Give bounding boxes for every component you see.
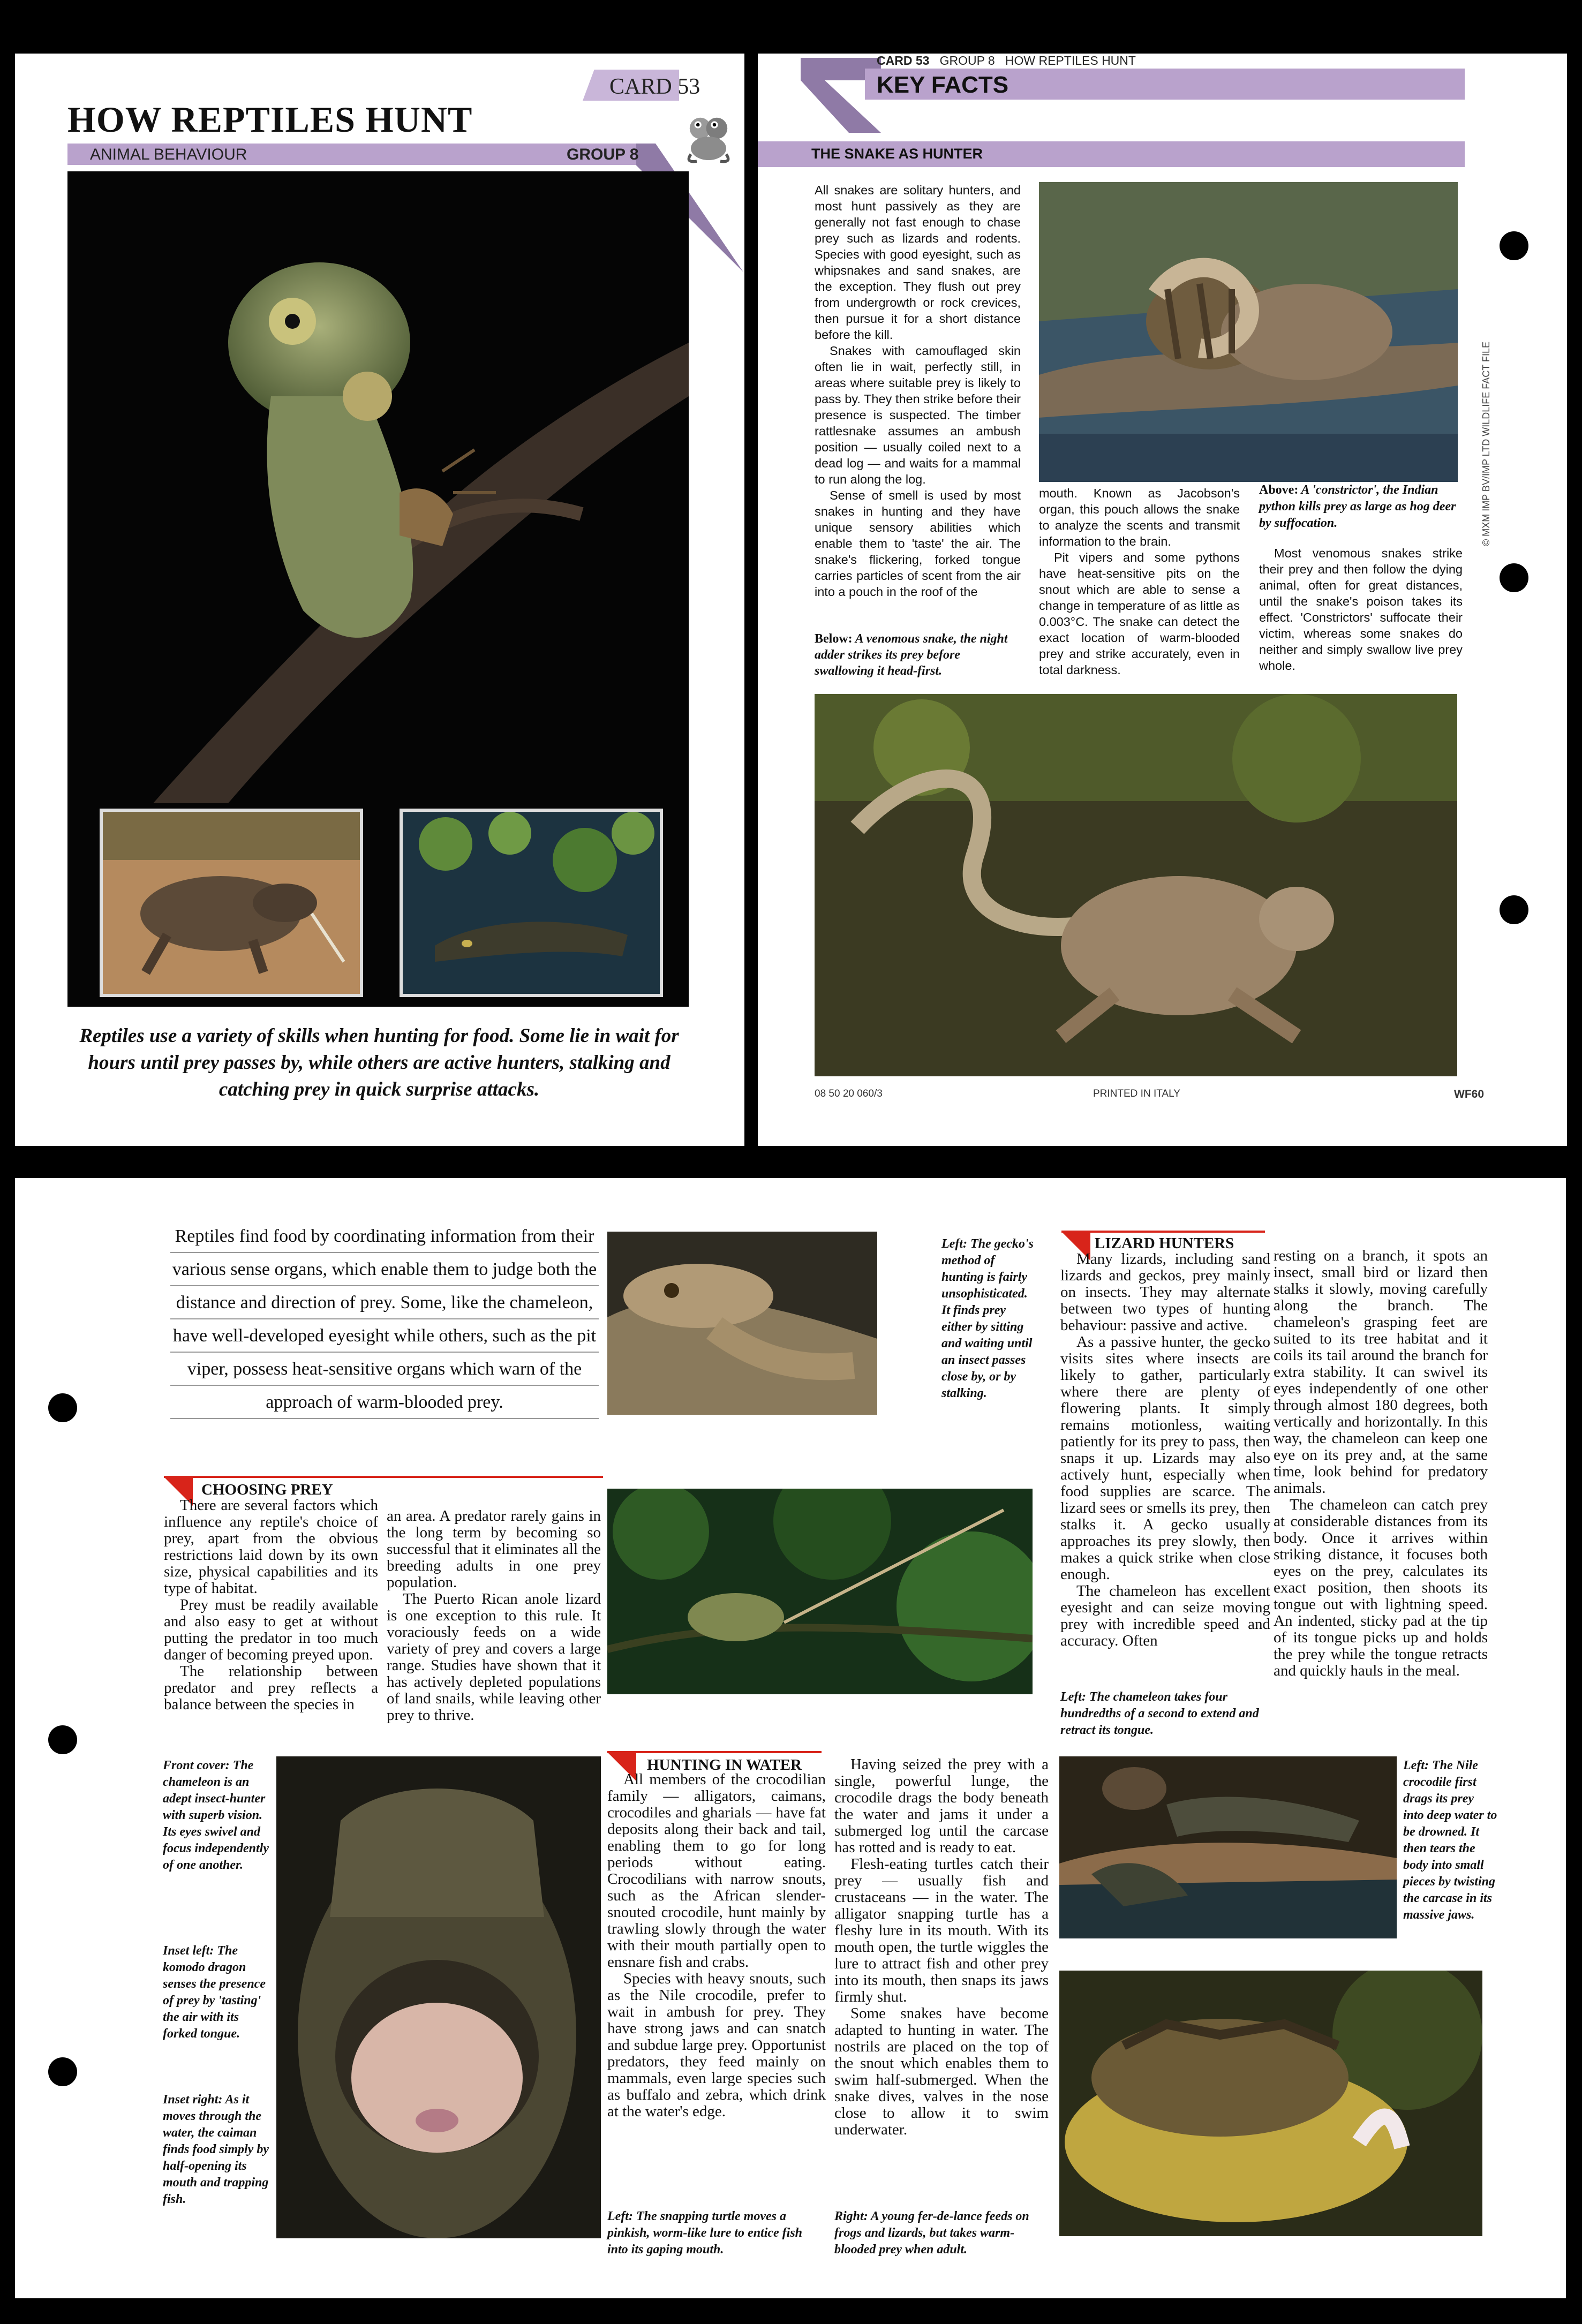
choosing-col-1 — [164, 1497, 378, 1713]
kf-column-3 — [1259, 545, 1463, 674]
front-title: HOW REPTILES HUNT — [67, 99, 473, 140]
kf-footer-center: PRINTED IN ITALY — [1093, 1088, 1180, 1099]
front-tagline: Reptiles use a variety of skills when hunting for food. Some lie in wait for hours until prey passes by, while others are active hunters, stalking and catching prey in quick surprise attacks. — [79, 1025, 679, 1100]
binder-hole-3 — [1500, 895, 1528, 924]
caiman-inset-photo — [400, 809, 663, 997]
keyfacts-header-line — [877, 54, 1136, 68]
choosing-p3: The relationship between predator and prey reflects a balance between the species in — [164, 1663, 378, 1713]
lizard-p3: The chameleon has excellent eyesight and can seize moving prey with incredible speed and accuracy. Often — [1060, 1582, 1270, 1649]
komodo-inset-photo — [100, 809, 363, 997]
keyfacts-group: GROUP 8 — [939, 54, 995, 67]
kf-col3-p1: Most venomous snakes strike their prey and then follow the dying animal, often for great distances, until the snake's poison takes its effect. 'Constrictors' suffocate their victim, whereas some snakes do neither and simply swallow live prey whole. — [1259, 546, 1463, 673]
frog-group-icon — [679, 107, 738, 166]
lizard-col-2 — [1274, 1248, 1488, 1679]
water-col-2 — [834, 1756, 1049, 2138]
chameleon-photo — [67, 171, 689, 803]
croc-caption: Left: The Nile crocodile first drags its prey into deep water to be drowned. It then tears the body into small pieces by twisting the carcase in its massive jaws. — [1403, 1759, 1497, 1922]
kf-copyright: © MXM IMP BV/IMP LTD WILDLIFE FACT FILE — [1481, 342, 1491, 546]
choosing-p5: The Puerto Rican anole lizard is one exception to this rule. It voraciously feeds on a wide variety of prey and covers a large range. Studies have shown that it has actively depleted populations of land snails, while leaving other prey to thrive. — [387, 1590, 601, 1724]
card-number: CARD 53 — [609, 74, 700, 99]
kf-col2-p2: Pit vipers and some pythons have heat-sensitive pits on the snout which are able to sense a change in temperature of as little as 0.003°C. The snake can detect the exact location of warm-blooded prey and strike accurately, even in total darkness. — [1039, 550, 1240, 677]
ferdelance-caption: Right: A young fer-de-lance feeds on frogs and lizards, but takes warm-blooded prey when adult. — [834, 2209, 1029, 2257]
gecko-photo — [607, 1232, 877, 1415]
lizard-rule — [1061, 1231, 1265, 1233]
water-p3: Having seized the prey with a single, powerful lunge, the crocodile drags the body beneath the water and jams it under a submerged log until the carcase has rotted and is ready to eat. — [834, 1756, 1049, 1856]
choosing-heading: CHOOSING PREY — [201, 1481, 333, 1498]
choosing-p2: Prey must be readily available and also easy to get at without putting the predator in too much danger of becoming preyed upon. — [164, 1596, 378, 1663]
binder-hole-2 — [1500, 563, 1528, 592]
inset-left-caption: Inset left: The komodo dragon senses the presence of prey by 'tasting' the air with its forked tongue. — [163, 1944, 266, 2041]
water-col-1 — [607, 1771, 826, 2120]
kf-footer-right: WF60 — [1454, 1088, 1485, 1100]
choosing-p4: an area. A predator rarely gains in the long term by becoming so successful that it eliminates all the breeding adults in one prey population. — [387, 1507, 601, 1591]
turtle-caption: Left: The snapping turtle moves a pinkish, worm-like lure to entice fish into its gaping mouth. — [607, 2209, 803, 2257]
intro-text: Reptiles find food by coordinating information from their various sense organs, which enable them to judge both the distance and direction of prey. Some, like the chameleon, have well-developed eyesight while others, such as the pit viper, possess heat-sensitive organs which warn of the approach of warm-blooded prey. — [170, 1220, 599, 1419]
choosing-col-2 — [387, 1508, 601, 1724]
python-photo — [1039, 182, 1458, 482]
night-adder-photo — [815, 694, 1457, 1076]
lizard-p4: resting on a branch, it spots an insect, small bird or lizard then stalks it slowly, moving carefully along the branch. The chameleon's grasping feet are suited to its tree habitat and it coils its tail around the branch for extra stability. It can swivel its eyes independently of one other through almost 180 degrees, both vertically and horizontally. In this way, the chameleon can keep one eye on its prey and, at the same time, look behind for predatory animals. — [1274, 1247, 1488, 1497]
lizard-heading: LIZARD HUNTERS — [1095, 1235, 1234, 1252]
main-photo-frame — [67, 171, 689, 1007]
back-panel — [15, 1178, 1566, 2298]
kf-column-2 — [1039, 485, 1240, 678]
section-title: THE SNAKE AS HUNTER — [811, 146, 983, 162]
choosing-rule — [164, 1476, 603, 1478]
water-p2: Species with heavy snouts, such as the Nile crocodile, prefer to wait in ambush for prey. They have strong jaws and can snatch and subdue large prey. Opportunist predators, they feed mainly on mammals, even large species such as buffalo and zebra, which drink at the water's edge. — [607, 1970, 826, 2120]
kf-below-label: Below: — [815, 632, 853, 646]
keyfacts-panel — [758, 54, 1567, 1146]
keyfacts-title: KEY FACTS — [877, 72, 1009, 98]
lizard-col-1 — [1060, 1251, 1270, 1649]
choosing-p1: There are several factors which influence any reptile's choice of prey, apart from the obvious restrictions laid down by its own size, physical capabilities and its type of habitat. — [164, 1497, 378, 1597]
water-heading: HUNTING IN WATER — [647, 1756, 802, 1774]
front-panel — [15, 54, 744, 1146]
kf-footer-left: 08 50 20 060/3 — [815, 1088, 883, 1099]
kf-col1-p3: Sense of smell is used by most snakes in hunting and they have unique sensory abilities which enable them to 'taste' the air. The snake's flickering, forked tongue carries particles of scent from the air into a pouch in the roof of the — [815, 488, 1021, 599]
keyfacts-card: CARD 53 — [877, 54, 930, 67]
binder-hole-1 — [1500, 231, 1528, 260]
kf-col1-p2: Snakes with camouflaged skin often lie in wait, perfectly still, in areas where suitable prey is likely to pass by. They then strike before their presence is suspected. The timber rattlesnake assumes an ambush position — usually coiled next to a dead log — and waits for a mammal to run along the log. — [815, 344, 1021, 486]
crocodile-photo — [1059, 1756, 1397, 1938]
gecko-caption: Left: The gecko's method of hunting is fairly unsophisticated. It finds prey either by sitting and waiting until an insect passes close by, or by stalking. — [941, 1237, 1034, 1400]
lizard-p5: The chameleon can catch prey at considerable distances from its body. Once it arrives within striking distance, it focuses both eyes on the prey, calculates its exact position, then shoots its tongue out with lightning speed. An indented, sticky pad at the tip of its tongue picks up and holds the prey while the tongue retracts and quickly hauls in the meal. — [1274, 1496, 1488, 1679]
kf-col2-p1: mouth. Known as Jacobson's organ, this pouch allows the snake to analyze the scents and transmit information to the brain. — [1039, 486, 1240, 548]
kf-above-label: Above: — [1259, 483, 1299, 497]
kf-below-caption — [815, 631, 1021, 679]
chameleon-tongue-photo — [607, 1489, 1033, 1694]
inset-right-caption: Inset right: As it moves through the water, the caiman finds food simply by half-opening its mouth and trapping fish. — [163, 2093, 269, 2206]
category-label: ANIMAL BEHAVIOUR — [90, 146, 247, 163]
kf-col1-p1: All snakes are solitary hunters, and most hunt passively as they are generally not fast enough to chase prey such as lizards and rodents. Species with good eyesight, such as whipsnakes and sand snakes, are the exception. They flush out prey from undergrowth or rock crevices, then pursue it for a short distance before the kill. — [815, 183, 1021, 342]
kf-above-caption — [1259, 482, 1463, 532]
kf-column-1 — [815, 182, 1021, 600]
water-p4: Flesh-eating turtles catch their prey — usually fish and crustaceans — in the water. The alligator snapping turtle has a fleshy lure in its mouth. With its mouth open, the turtle wiggles the lure to attract fish and other prey into its mouth, then snaps its jaws firmly shut. — [834, 1855, 1049, 2005]
lizard-p1: Many lizards, including sand lizards and geckos, prey mainly on insects. They may alternate between two types of hunting behaviour: passive and active. — [1060, 1250, 1270, 1334]
intro-box — [170, 1220, 599, 1419]
keyfacts-topic: HOW REPTILES HUNT — [1005, 54, 1136, 67]
ferdelance-photo — [1059, 1971, 1482, 2236]
lizard-p2: As a passive hunter, the gecko visits sites where insects are likely to gather, particularly where there are plenty of flowering plants. It simply remains motionless, waiting patiently for its prey to pass, then snaps it up. Lizards may also actively hunt, especially when food supplies are scarce. The lizard sees or smells its prey, then stalks it. A gecko usually approaches its prey slowly, then makes a quick strike when close enough. — [1060, 1333, 1270, 1583]
water-rule — [607, 1751, 822, 1753]
binder-hole-4 — [48, 1393, 77, 1422]
snapping-turtle-photo — [276, 1756, 601, 2238]
kf-above-text: A 'constrictor', the Indian python kills prey as large as hog deer by suffocation. — [1259, 483, 1456, 530]
water-p5: Some snakes have become adapted to hunting in water. The nostrils are placed on the top of the snout which enables them to swim half-submerged. When the snake dives, valves in the nose close to allow it to swim underwater. — [834, 2005, 1049, 2138]
chameleon-caption: Left: The chameleon takes four hundredths of a second to extend and retract its tongue. — [1060, 1690, 1259, 1737]
water-p1: All members of the crocodilian family — alligators, caimans, crocodiles and gharials — have fat deposits along their back and tail, enabling them to go for long periods without eating. Crocodilians with narrow snouts, such as the African slender-snouted crocodile, hunt mainly by trawling slowly through the water with their mouth partially open to ensnare fish and crabs. — [607, 1771, 826, 1971]
binder-hole-5 — [48, 1725, 77, 1754]
binder-hole-6 — [48, 2057, 77, 2086]
group-label: GROUP 8 — [567, 146, 639, 163]
front-cover-caption: Front cover: The chameleon is an adept insect-hunter with superb vision. Its eyes swivel and focus independently of one another. — [163, 1759, 269, 1872]
kf-below-text: A venomous snake, the night adder strikes its prey before swallowing it head-first. — [815, 632, 1008, 678]
